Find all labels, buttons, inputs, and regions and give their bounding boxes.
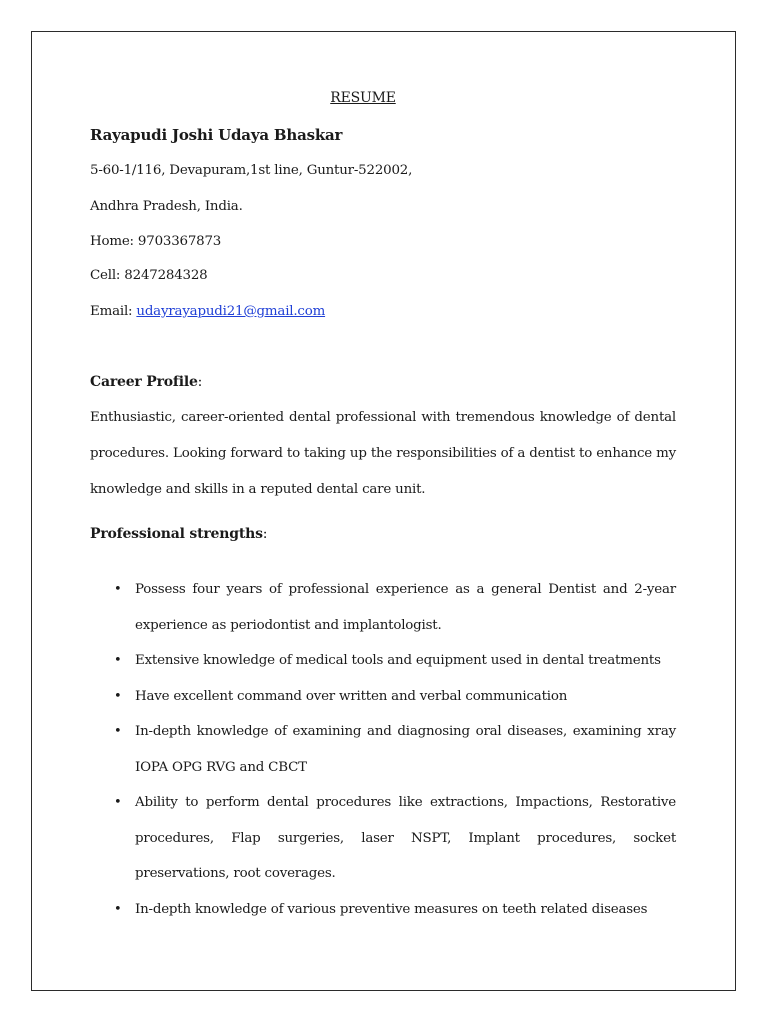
bullet-icon: • [114,901,122,917]
list-item-text: Have excellent command over written and verbal communication [135,688,568,704]
strengths-list [90,572,676,927]
list-item [90,714,676,785]
email-line [90,304,325,319]
bullet-icon: • [114,653,122,668]
list-item [90,892,676,928]
bullet-icon: • [114,688,122,704]
career-profile-colon: : [197,374,203,390]
applicant-name: Rayapudi Joshi Udaya Bhaskar [90,126,343,144]
list-item [90,785,676,892]
list-item [90,572,676,643]
address-line-2: Andhra Pradesh, India. [90,199,243,214]
bullet-icon: • [114,724,122,739]
list-item-text: Possess four years of professional experience as a general Dentist and 2-year experience as periodontist and implantologist. [135,582,676,633]
bullet-icon: • [114,795,122,810]
career-profile-text: Enthusiastic, career-oriented dental professional with tremendous knowledge of dental procedures. Looking forward to taking up the responsibilities of a dentist to enhance my knowledge and skills in a reputed dental care unit. [90,410,676,497]
email-label: Email: [90,304,137,319]
email-link[interactable]: udayrayapudi21@gmail.com [136,304,326,319]
professional-strengths-heading [90,526,267,542]
address-line-1: 5-60-1/116, Devapuram,1st line, Guntur-522002, [90,163,413,178]
professional-strengths-heading-text: Professional strengths [90,526,263,542]
list-item-text: In-depth knowledge of examining and diagnosing oral diseases, examining xray IOPA OPG RVG and CBCT [135,724,676,775]
list-item-text: In-depth knowledge of various preventive measures on teeth related diseases [135,901,648,917]
list-item-text: Ability to perform dental procedures like extractions, Impactions, Restorative procedures, Flap surgeries, laser NSPT, Implant procedures, socket preservations, root coverages. [135,795,676,881]
career-profile-heading [90,374,202,390]
list-item-text: Extensive knowledge of medical tools and equipment used in dental treatments [135,653,661,668]
home-phone: Home: 9703367873 [90,234,222,249]
list-item [90,643,676,679]
bullet-icon: • [114,582,122,597]
document-title: RESUME [330,90,396,106]
list-item [90,679,676,715]
professional-strengths-colon: : [262,526,268,542]
cell-phone: Cell: 8247284328 [90,268,208,283]
career-profile-heading-text: Career Profile [90,374,198,390]
